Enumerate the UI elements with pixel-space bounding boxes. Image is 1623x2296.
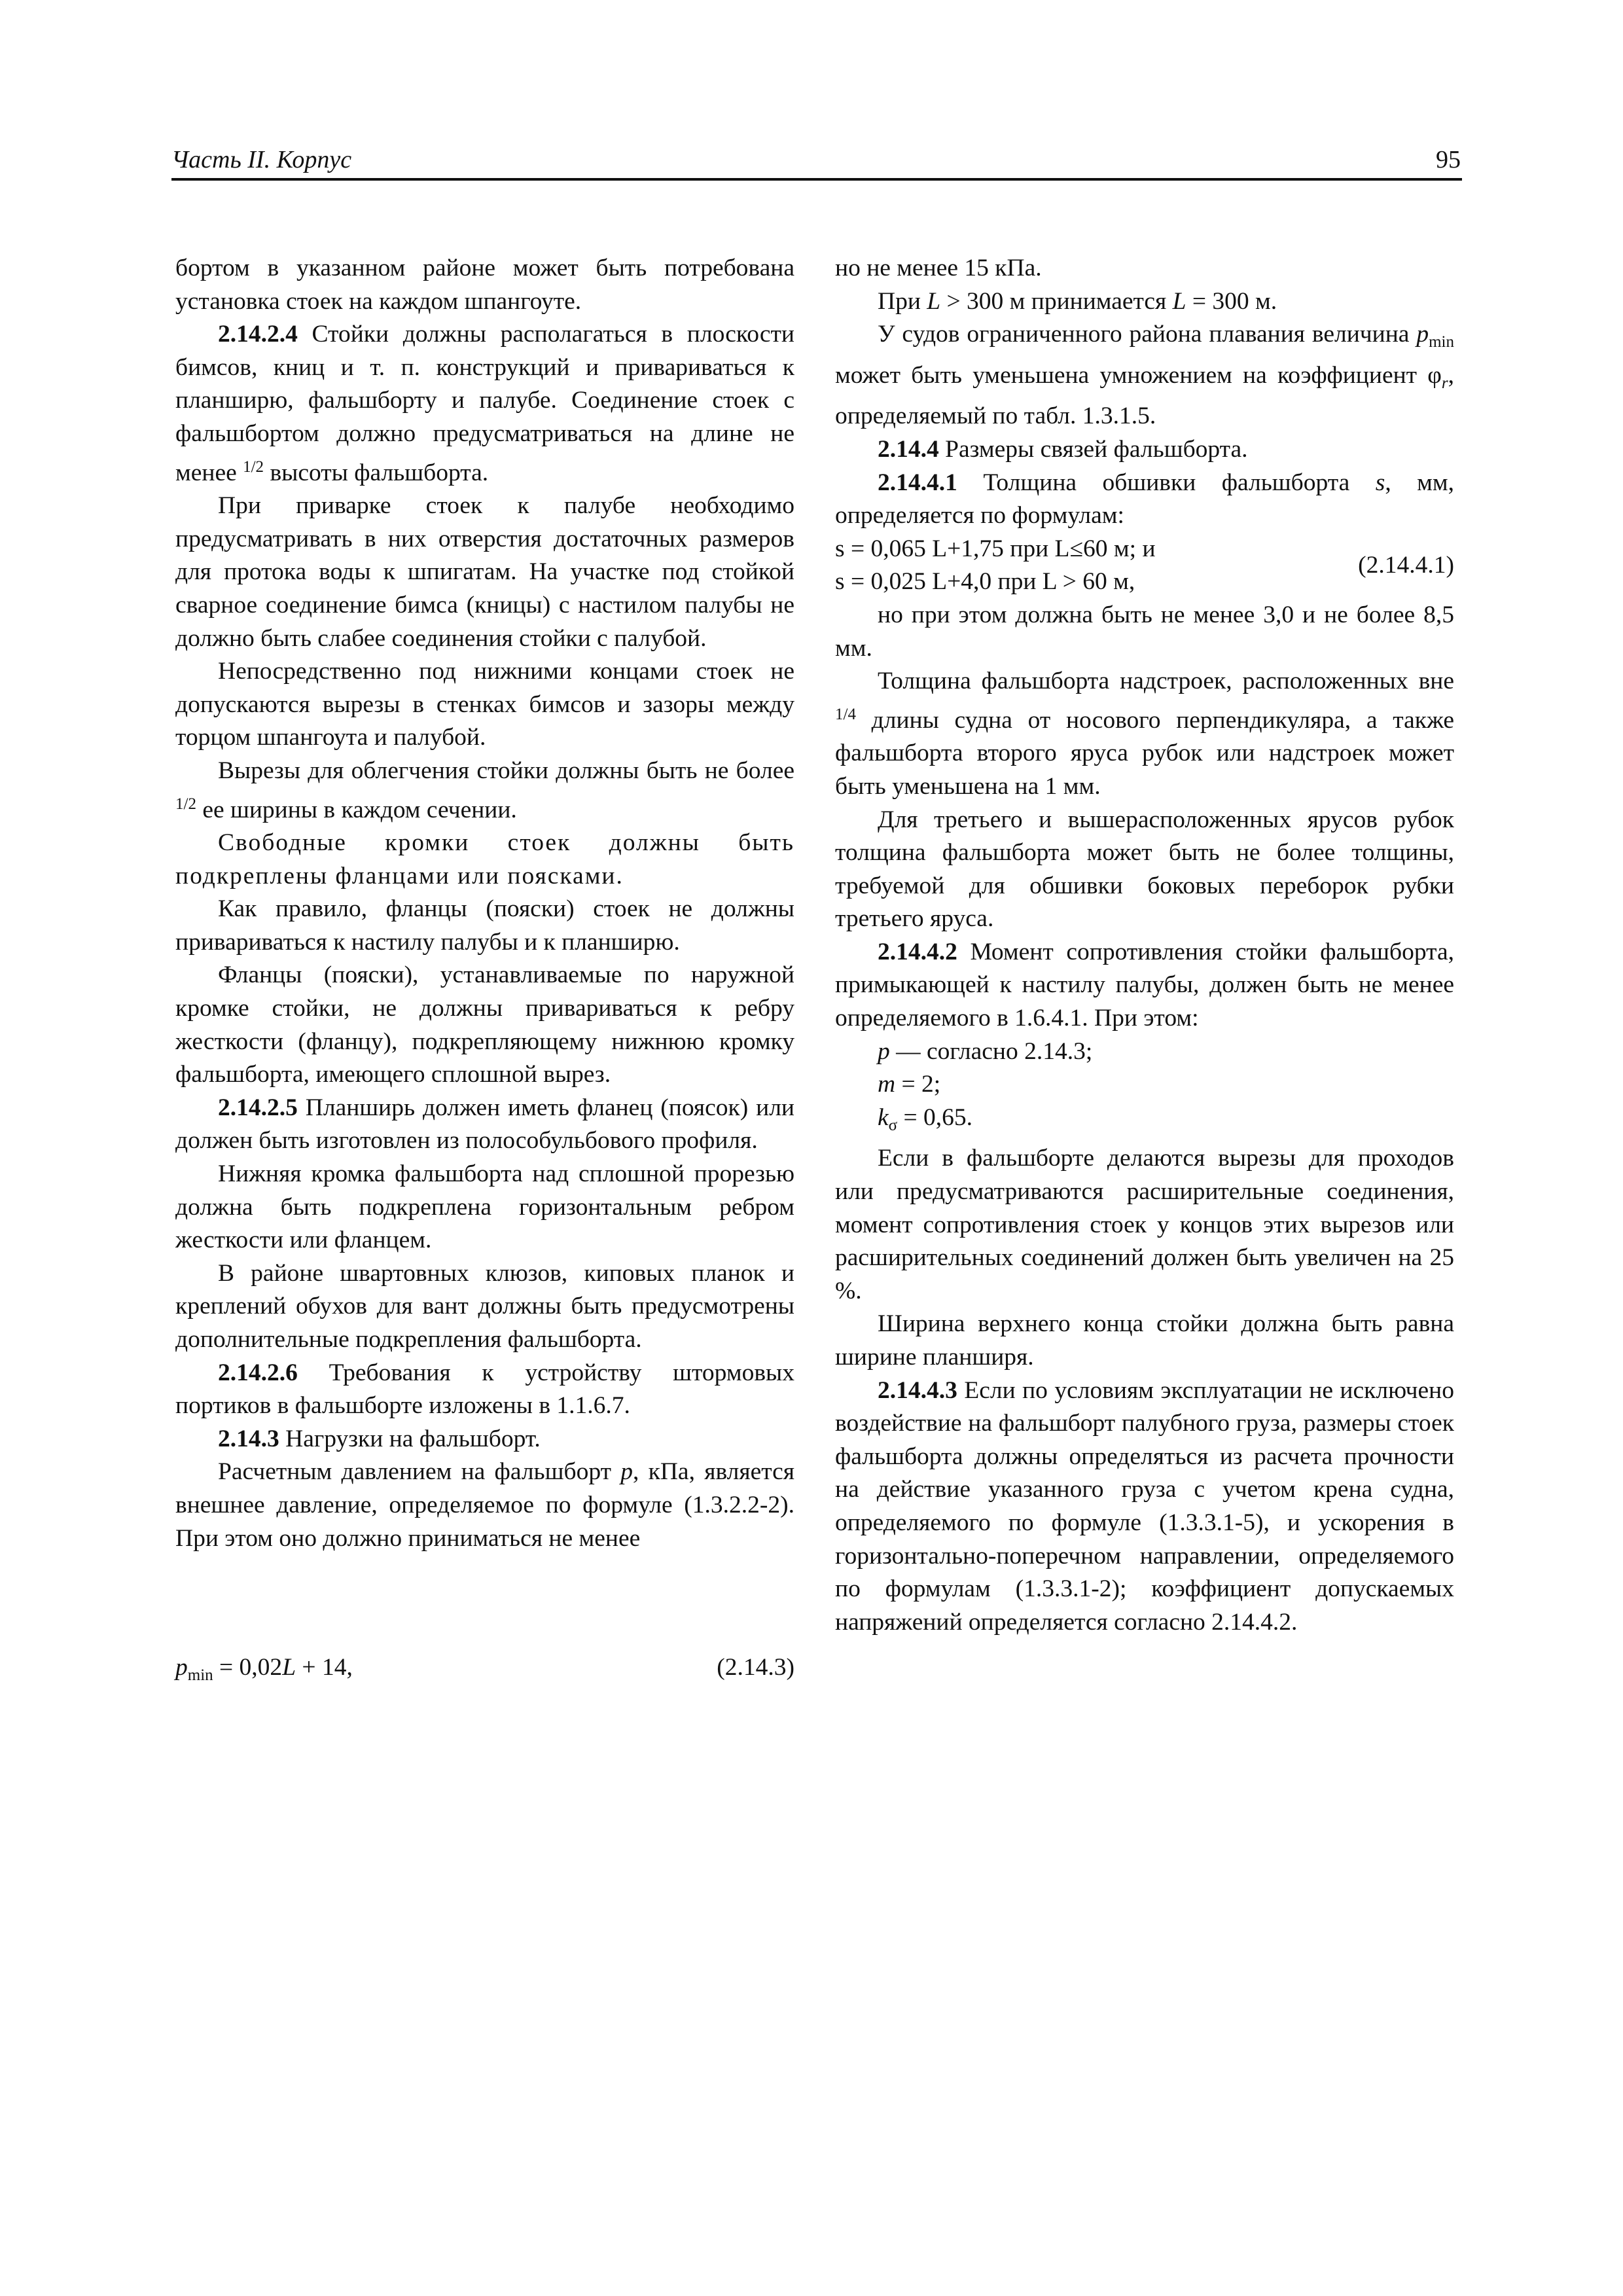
paragraph-text: У судов ограниченного района плавания величина <box>878 321 1417 348</box>
paragraph-text: но не менее 15 кПа. <box>835 255 1042 281</box>
subscript: min <box>187 1666 213 1684</box>
paragraph <box>175 1456 794 1555</box>
subscript: σ <box>888 1116 898 1134</box>
paragraph-text: Вырезы для облегчения стойки должны быть не более <box>218 757 794 784</box>
paragraph-text: , определяемый по табл. 1.3.1.5. <box>835 361 1454 430</box>
subscript: min <box>1429 333 1454 351</box>
paragraph-text: длины судна от носового перпендикуляра, а также фальшборта второго яруса рубок или надстроек может быть уменьшена на 1 мм. <box>835 706 1454 800</box>
paragraph-text: Требования к устройству штормовых портиков в фальшборте изложены в 1.1.6.7. <box>175 1359 794 1420</box>
formula-text: = 0,02 <box>213 1654 283 1681</box>
paragraph-2-14-2-6 <box>175 1357 794 1423</box>
section-number: 2.14.2.4 <box>218 321 298 348</box>
paragraph-text: Нижняя кромка фальшборта над сплошной прорезью должна быть подкреплена горизонтальным ребром жесткости или фланцем. <box>175 1160 794 1254</box>
paragraph-2-14-4-2 <box>835 936 1454 1035</box>
paragraph-text: ее ширины в каждом сечении. <box>196 796 517 823</box>
section-number: 2.14.4.2 <box>878 938 957 965</box>
paragraph-text: высоты фальшборта. <box>264 459 489 486</box>
formula-number: (2.14.3) <box>717 1654 794 1681</box>
paragraph-text: Толщина фальшборта надстроек, расположенных вне <box>878 668 1454 695</box>
paragraph-text: Для третьего и вышерасположенных ярусов рубок толщина фальшборта может быть не более толщины, требуемой для обшивки боковых переборок рубки третьего яруса. <box>835 806 1454 933</box>
paragraph-text: Фланцы (пояски), устанавливаемые по наружной кромке стойки, не должны привариваться к ребру жесткости (фланцу), подкрепляющему нижнюю кромку фальшборта, имеющего сплошной вырез. <box>175 961 794 1088</box>
paragraph-text: В районе швартовных клюзов, киповых планок и креплений обухов для вант должны быть предусмотрены дополнительные подкрепления фальшборта. <box>175 1259 794 1353</box>
paragraph-text: Как правило, фланцы (пояски) стоек не должны привариваться к настилу палубы и к планширю. <box>175 895 794 956</box>
paragraph <box>175 1158 794 1257</box>
paragraph <box>175 893 794 959</box>
paragraph <box>835 318 1454 433</box>
paragraph <box>835 804 1454 936</box>
paragraph-text: Если по условиям эксплуатации не исключено воздействие на фальшборт палубного груза, размеры стоек фальшборта должны определяться из расчета прочности на действие указанного груза с учетом крена судна, определяемого по формуле (1.3.3.1-5), и ускорения в горизонтально-поперечном направлении, определяемого по формулам (1.3.3.1-2); коэффициент допускаемых напряжений определяется согласно 2.14.4.2. <box>835 1376 1454 1636</box>
paragraph-text: Толщина обшивки фальшборта <box>957 469 1376 496</box>
paragraph <box>175 490 794 655</box>
paragraph-text: Момент сопротивления стойки фальшборта, примыкающей к настилу палубы, должен быть не менее определяемого в 1.6.4.1. При этом: <box>835 938 1454 1032</box>
paragraph-text: > 300 м принимается <box>940 287 1173 315</box>
heading-2-14-3 <box>175 1423 794 1456</box>
paragraph-text: Планширь должен иметь фланец (поясок) или должен быть изготовлен из полособульбового профиля. <box>175 1094 794 1155</box>
paragraph-text: Если в фальшборте делаются вырезы для проходов или предусматриваются расширительные соединения, момент сопротивления стоек у концов этих вырезов или расширительных соединений должен быть увеличен на 25 %. <box>835 1145 1454 1304</box>
paragraph <box>835 1308 1454 1374</box>
formula-line: s = 0,065 L+1,75 при L≤60 м; и <box>835 535 1156 562</box>
paragraph-text: Стойки должны располагаться в плоскости бимсов, книц и т. п. конструкций и привариваться к планширю, фальшборту и палубе. Соединение стоек с фальшбортом должно предусматриваться на длине не менее <box>175 321 794 486</box>
formula-line: s = 0,025 L+4,0 при L > 60 м, <box>835 568 1135 596</box>
formula-text: + 14, <box>296 1654 353 1681</box>
left-column <box>175 252 794 1555</box>
variable: p <box>878 1037 890 1065</box>
section-number: 2.14.4 <box>878 435 939 463</box>
variable: L <box>927 287 941 315</box>
definition-text: = 0,65. <box>897 1103 973 1131</box>
paragraph <box>835 1142 1454 1308</box>
right-column <box>835 252 1454 1639</box>
fraction: 1/4 <box>835 705 856 723</box>
variable: p <box>620 1458 633 1486</box>
running-title: Часть II. Корпус <box>171 146 352 173</box>
formula-lines <box>835 533 1156 599</box>
paragraph-text: Ширина верхнего конца стойки должна быть равна ширине планширя. <box>835 1310 1454 1371</box>
paragraph-text: = 300 м. <box>1186 287 1277 315</box>
formula <box>175 1653 353 1685</box>
paragraph <box>175 252 794 318</box>
formula-number: (2.14.4.1) <box>1358 552 1454 579</box>
fraction: 1/2 <box>175 795 196 813</box>
variable: L <box>1172 287 1186 315</box>
paragraph <box>175 755 794 827</box>
section-number: 2.14.2.5 <box>218 1094 298 1121</box>
variable: s <box>1375 469 1385 496</box>
formula-2-14-3 <box>175 1653 794 1685</box>
paragraph-text: , кПа, является внешнее давление, определяемое по формуле (1.3.2.2-2). При этом оно должно приниматься не менее <box>175 1458 795 1552</box>
section-number: 2.14.4.1 <box>878 469 957 496</box>
definition-text: = 2; <box>895 1071 941 1098</box>
variable: L <box>282 1654 296 1681</box>
paragraph-2-14-4-1 <box>835 467 1454 533</box>
section-number: 2.14.3 <box>218 1425 279 1452</box>
paragraph <box>835 665 1454 803</box>
paragraph-text: При приварке стоек к палубе необходимо предусматривать в них отверстия достаточных размеров для протока воды к шпигатам. На участке под стойкой сварное соединение бимса (кницы) с настилом палубы не должно быть слабее соединения стойки с палубой. <box>175 492 794 652</box>
variable: m <box>878 1071 896 1098</box>
fraction: 1/2 <box>243 457 264 476</box>
subscript: r <box>1441 374 1448 392</box>
paragraph-text: Свободные кромки стоек должны быть подкреплены фланцами или поясками. <box>175 829 794 889</box>
paragraph-2-14-4-3 <box>835 1374 1454 1640</box>
paragraph <box>175 1257 794 1357</box>
section-number: 2.14.2.6 <box>218 1359 298 1386</box>
paragraph <box>835 285 1454 319</box>
variable: p <box>1416 321 1429 348</box>
section-number: 2.14.4.3 <box>878 1376 957 1404</box>
definition-line <box>835 1068 1454 1102</box>
definition-text: — согласно 2.14.3; <box>889 1037 1093 1065</box>
paragraph-2-14-2-4 <box>175 318 794 490</box>
definition-line <box>835 1102 1454 1143</box>
paragraph <box>835 252 1454 285</box>
paragraph <box>835 599 1454 665</box>
paragraph-text: При <box>878 287 927 315</box>
heading-text: Нагрузки на фальшборт. <box>279 1425 541 1452</box>
formula-2-14-4-1 <box>835 533 1454 599</box>
paragraph-2-14-2-5 <box>175 1092 794 1158</box>
paragraph-text: но при этом должна быть не менее 3,0 и не более 8,5 мм. <box>835 601 1454 662</box>
paragraph-text: Расчетным давлением на фальшборт <box>218 1458 621 1486</box>
page-number: 95 <box>1436 146 1461 173</box>
paragraph-text: может быть уменьшена умножением на коэффициент φ <box>835 361 1442 389</box>
header-rule <box>171 178 1462 181</box>
paragraph-text: , мм, определяется по формулам: <box>835 469 1454 529</box>
variable: p <box>175 1654 188 1681</box>
paragraph <box>175 959 794 1091</box>
paragraph <box>175 827 794 893</box>
heading-text: Размеры связей фальшборта. <box>938 435 1248 463</box>
variable: k <box>878 1103 889 1131</box>
paragraph-text: бортом в указанном районе может быть потребована установка стоек на каждом шпангоуте. <box>175 255 794 315</box>
heading-2-14-4 <box>835 433 1454 467</box>
paragraph <box>175 655 794 755</box>
paragraph-text: Непосредственно под нижними концами стоек не допускаются вырезы в стенках бимсов и зазоры между торцом шпангоута и палубой. <box>175 658 794 751</box>
page-header <box>171 145 1461 179</box>
definition-line <box>835 1035 1454 1069</box>
